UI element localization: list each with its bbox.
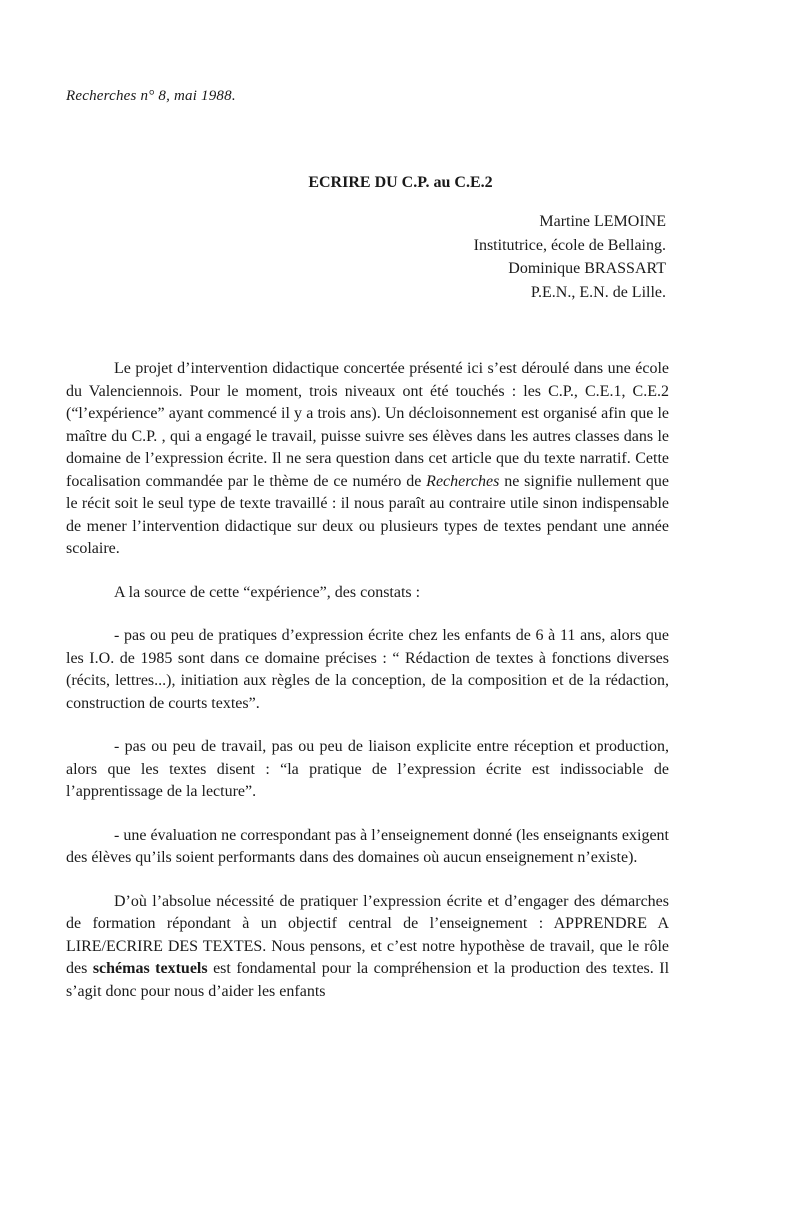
article-body	[66, 358, 669, 1024]
paragraph-point-1: - pas ou peu de pratiques d’expression écrite chez les enfants de 6 à 11 ans, alors que les I.O. de 1985 sont dans ce domaine précises : “ Rédaction de textes à fonctions diverses (récits, lettres...), initiation aux règles de la conception, de la composition et de la rédaction, construction de courts textes”.	[66, 627, 669, 712]
author-name-2: Dominique BRASSART	[508, 260, 666, 277]
journal-name-italic: Recherches	[426, 472, 500, 490]
author-affiliation-1: Institutrice, école de Bellaing.	[473, 236, 666, 254]
paragraph-constats: A la source de cette “expérience”, des constats :	[114, 583, 421, 601]
journal-reference: Recherches n° 8, mai 1988.	[66, 88, 236, 104]
paragraph-conclusion: D’où l’absolue nécessité de pratiquer l’expression écrite et d’engager des démarches de formation répondant à un objectif central de l’enseignement : APPRENDRE A LIRE/ECRIRE DES TEXTES. Nous pensons, et c’est notre hypothèse de travail, que le rôle des schémas textuels est fondamental pour la compréhension et la production des textes. Il s’agit donc pour nous d’aider les enfants	[66, 892, 670, 1000]
paragraph-intro: Le projet d’intervention didactique concertée présenté ici s’est déroulé dans une école du Valenciennois. Pour le moment, trois niveaux ont été touchés : les C.P., C.E.1, C.E.2 (“l’expérience” ayant commencé il y a trois ans). Un décloisonnement est organisé afin que le maître du C.P. , qui a engagé le travail, puisse suivre ses élèves dans les autres classes dans le domaine de l’expression écrite. Il ne sera question dans cet article que du texte narratif. Cette focalisation commandée par le thème de ce numéro de Recherches ne signifie nullement que le récit soit le seul type de texte travaillé : il nous paraît au contraire utile sinon indispensable de mener l’intervention didactique sur deux ou plusieurs types de textes pendant une année scolaire.	[66, 360, 669, 557]
article-title: ECRIRE DU C.P. au C.E.2	[308, 174, 493, 191]
paragraph-point-2: - pas ou peu de travail, pas ou peu de liaison explicite entre réception et production, alors que les textes disent : “la pratique de l’expression écrite est indissociable de l’apprentissage de la lecture”.	[66, 738, 669, 800]
author-block	[474, 210, 666, 304]
author-affiliation-2: P.E.N., E.N. de Lille.	[530, 283, 666, 301]
author-name-1: Martine LEMOINE	[539, 213, 666, 230]
bold-term: schémas textuels	[92, 960, 208, 977]
paragraph-point-3: - une évaluation ne correspondant pas à l’enseignement donné (les enseignants exigent des élèves qu’ils soient performants dans des domaines où aucun enseignement n’existe).	[66, 826, 669, 866]
